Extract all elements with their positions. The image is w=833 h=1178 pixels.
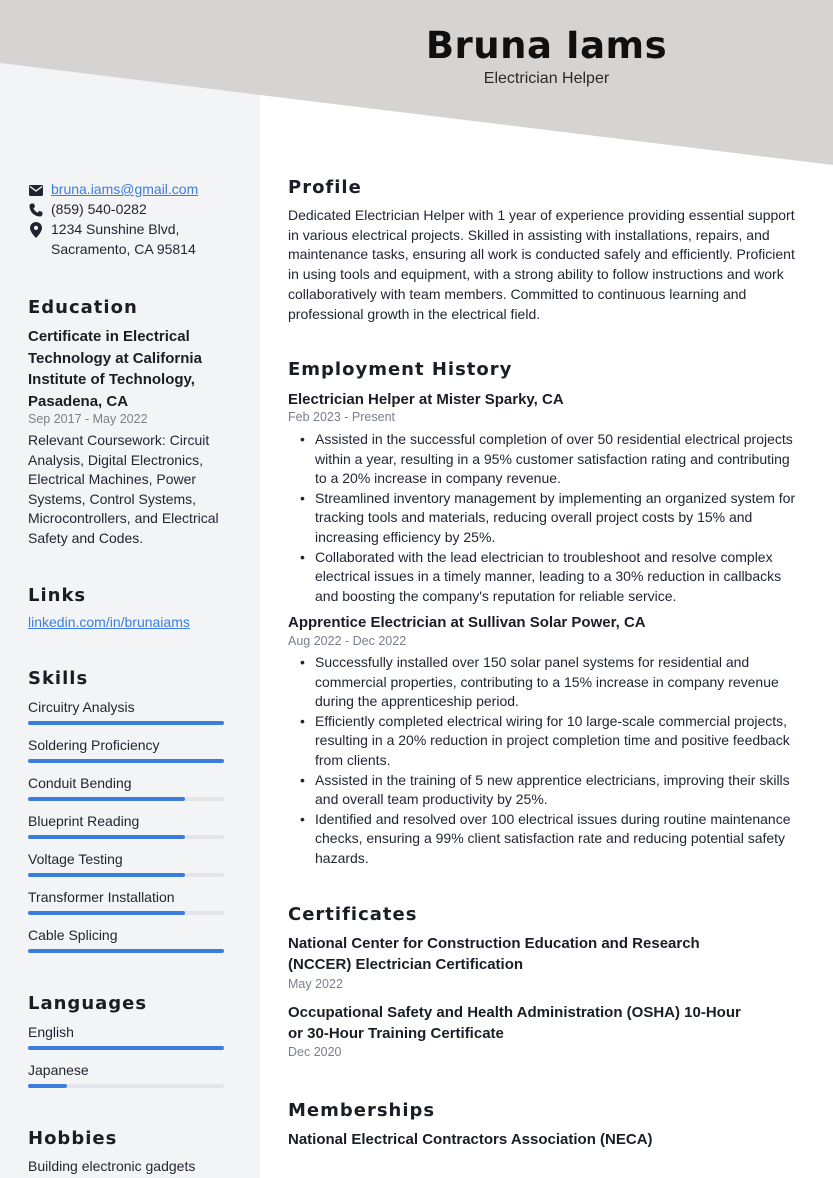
phone-text: (859) 540-0282 — [51, 201, 147, 217]
certificate-title: Occupational Safety and Health Administration (OSHA) 10-Hour or 30-Hour Training Certificate — [288, 1004, 741, 1042]
skill-label: Transformer Installation — [28, 889, 175, 905]
language-item — [28, 1023, 224, 1041]
languages-heading: Languages — [28, 993, 148, 1014]
skill-label: Voltage Testing — [28, 851, 123, 867]
job-title: Electrician Helper at Mister Sparky, CA — [288, 391, 564, 408]
memberships-heading: Memberships — [288, 1100, 436, 1121]
education-heading: Education — [28, 297, 138, 318]
skill-label: Conduit Bending — [28, 775, 132, 791]
job-bullet: • Identified and resolved over 100 electrical issues during routine maintenance checks, ensuring a 99% client satisfaction rate and reducing potential safety hazards. — [298, 810, 803, 869]
phone-icon — [28, 202, 44, 218]
skills-heading: Skills — [28, 668, 89, 689]
linkedin-link[interactable]: linkedin.com/in/brunaiams — [28, 614, 190, 630]
employment-heading: Employment History — [288, 359, 513, 380]
certificate-date: Dec 2020 — [288, 1045, 342, 1059]
certificate-title: National Center for Construction Education and Research (NCCER) Electrician Certification — [288, 935, 700, 973]
skill-item — [28, 850, 224, 868]
job-dates: Feb 2023 - Present — [288, 410, 396, 424]
skill-item — [28, 926, 224, 944]
skill-label: Soldering Proficiency — [28, 737, 160, 753]
skill-level-fill — [28, 797, 185, 801]
language-label: English — [28, 1024, 74, 1040]
language-label: Japanese — [28, 1062, 89, 1078]
language-level-fill — [28, 1046, 224, 1050]
skill-label: Cable Splicing — [28, 927, 118, 943]
skill-level-track — [28, 911, 224, 915]
candidate-name: Bruna Iams — [425, 24, 668, 67]
hobbies-heading: Hobbies — [28, 1128, 118, 1149]
hobby-item: Building electronic gadgets — [28, 1158, 196, 1174]
skill-label: Blueprint Reading — [28, 813, 140, 829]
job-bullet: • Assisted in the training of 5 new apprentice electricians, improving their skills and overall team productivity by 25%. — [298, 771, 803, 810]
skill-level-track — [28, 721, 224, 725]
map-pin-icon — [28, 222, 44, 238]
skill-level-fill — [28, 911, 185, 915]
skill-level-track — [28, 949, 224, 953]
envelope-icon — [28, 182, 44, 198]
skill-item — [28, 888, 224, 906]
skill-level-track — [28, 797, 224, 801]
certificate-date: May 2022 — [288, 977, 343, 991]
skill-level-fill — [28, 873, 185, 877]
job-bullet: • Collaborated with the lead electrician to troubleshoot and resolve complex electrical issues in a timely manner, leading to a 30% reduction in callbacks and boosting the company's reputation for reliable service. — [298, 548, 803, 607]
job-bullet: • Efficiently completed electrical wiring for 10 large-scale commercial projects, resulting in a 20% reduction in project completion time and positive feedback from clients. — [298, 712, 803, 771]
skill-item — [28, 774, 224, 792]
language-level-fill — [28, 1084, 67, 1088]
skill-item — [28, 812, 224, 830]
job-title: Apprentice Electrician at Sullivan Solar Power, CA — [288, 614, 646, 631]
job-bullets — [298, 653, 803, 869]
job-bullet: • Successfully installed over 150 solar panel systems for residential and commercial properties, contributing to a 15% increase in company revenue during the apprenticeship period. — [298, 653, 803, 712]
education-dates: Sep 2017 - May 2022 — [28, 412, 148, 426]
candidate-title: Electrician Helper — [483, 70, 610, 87]
job-bullets — [298, 430, 803, 606]
skill-level-fill — [28, 835, 185, 839]
skill-level-fill — [28, 759, 224, 763]
membership-item: National Electrical Contractors Association (NECA) — [288, 1131, 653, 1148]
job-dates: Aug 2022 - Dec 2022 — [288, 634, 407, 648]
language-level-track — [28, 1046, 224, 1050]
skill-level-track — [28, 873, 224, 877]
language-item — [28, 1061, 224, 1079]
skill-level-track — [28, 835, 224, 839]
contact-address-row — [28, 220, 196, 259]
contact-phone-row — [28, 200, 147, 220]
language-level-track — [28, 1084, 224, 1088]
education-details: Relevant Coursework: Circuit Analysis, Digital Electronics, Electrical Machines, Power Systems, Control Systems, Microcontrollers, and Electrical Safety and Codes. — [28, 432, 219, 546]
profile-text: Dedicated Electrician Helper with 1 year of experience providing essential support in various electrical projects. Skilled in assisting with installations, repairs, and maintenance tasks, ensuring all work is conducted safely and efficiently. Proficient in using tools and equipment, with a strong ability to follow instructions and work collaboratively with team members. Committed to continuous learning and professional growth in the electrical field. — [288, 207, 795, 322]
skill-level-fill — [28, 721, 224, 725]
address-text — [51, 220, 196, 259]
address-line-1: 1234 Sunshine Blvd, — [51, 221, 180, 237]
address-line-2: Sacramento, CA 95814 — [51, 240, 196, 257]
education-degree: Certificate in Electrical Technology at California Institute of Technology, Pasadena, CA — [28, 328, 202, 410]
skill-label: Circuitry Analysis — [28, 699, 135, 715]
email-link[interactable]: bruna.iams@gmail.com — [51, 181, 199, 197]
profile-heading: Profile — [288, 177, 362, 198]
job-bullet: • Assisted in the successful completion of over 50 residential electrical projects within a year, resulting in a 95% customer satisfaction rating and contributing to a 20% increase in company revenue. — [298, 430, 803, 489]
skill-item — [28, 736, 224, 754]
skill-level-track — [28, 759, 224, 763]
skill-item — [28, 698, 224, 716]
links-heading: Links — [28, 585, 87, 606]
job-bullet: • Streamlined inventory management by implementing an organized system for tracking tools and materials, reducing overall project costs by 15% and increasing efficiency by 25%. — [298, 489, 803, 548]
contact-email-row — [28, 180, 198, 200]
certificates-heading: Certificates — [288, 904, 418, 925]
skill-level-fill — [28, 949, 224, 953]
